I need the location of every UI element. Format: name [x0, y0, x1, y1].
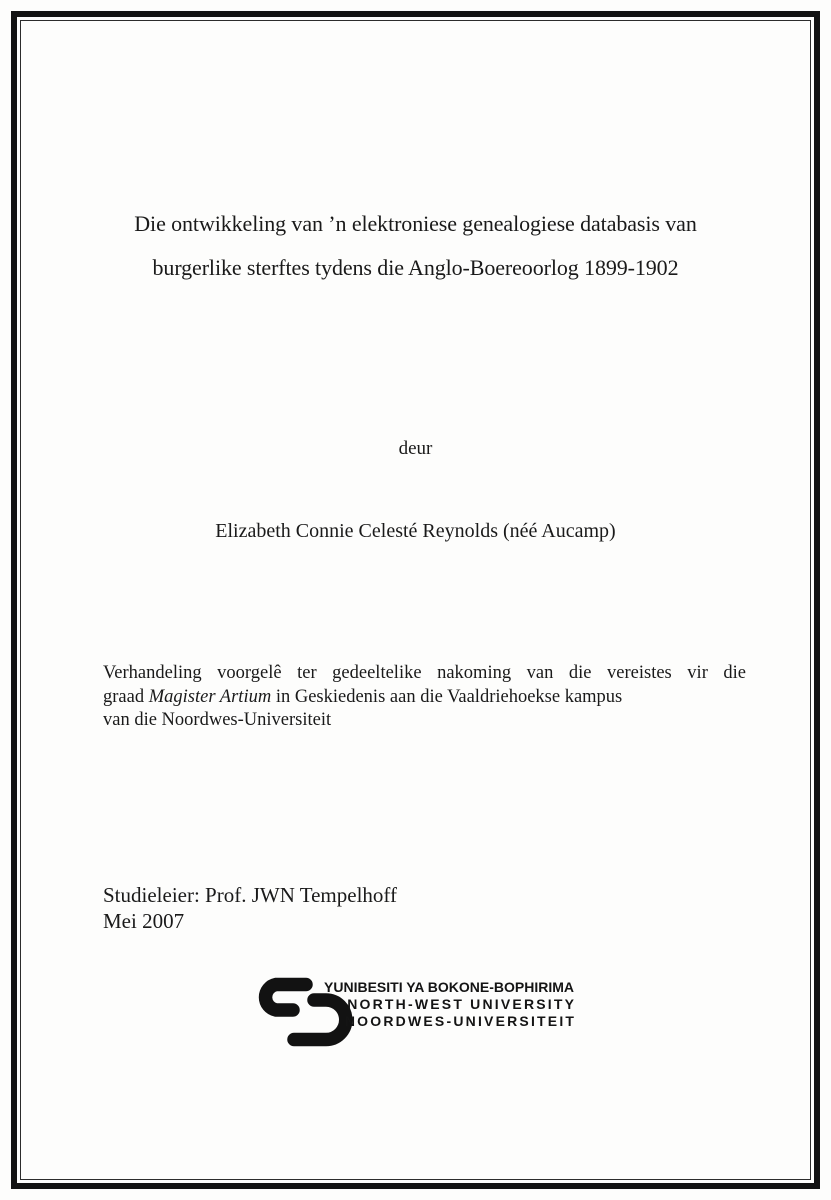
date-line: Mei 2007: [103, 909, 185, 933]
university-name-afrikaans: NOORDWES-UNIVERSITEIT: [344, 1013, 577, 1029]
degree-name: Magister Artium: [148, 686, 272, 707]
supervisor-line: Studieleier: Prof. JWN Tempelhoff: [103, 883, 398, 907]
thesis-title-line1: Die ontwikkeling van ’n elektroniese genealogiese databasis van: [134, 211, 697, 236]
submission-statement-line2: [103, 686, 746, 710]
statement-line2-post: in Geskiedenis aan die Vaaldriehoekse kampus: [271, 686, 623, 707]
submission-statement-line1: Verhandeling voorgelê ter gedeeltelike nakoming van die vereistes vir die: [103, 663, 746, 683]
supervisor-block: [103, 882, 397, 934]
university-wordmark: [318, 979, 577, 1030]
statement-line2-pre: graad: [103, 686, 149, 707]
thesis-title: [50, 202, 781, 290]
author-name: Elizabeth Connie Celesté Reynolds (néé Aucamp): [215, 520, 616, 542]
university-name-english: NORTH-WEST UNIVERSITY: [347, 996, 577, 1012]
byline-deur: deur: [398, 438, 433, 459]
submission-statement-line3: van die Noordwes-Universiteit: [103, 710, 332, 730]
university-name-setswana: YUNIBESITI YA BOKONE-BOPHIRIMA: [324, 979, 574, 995]
thesis-title-line2: burgerlike sterftes tydens die Anglo-Boereoorlog 1899-1902: [152, 255, 679, 280]
submission-statement: [103, 662, 746, 733]
